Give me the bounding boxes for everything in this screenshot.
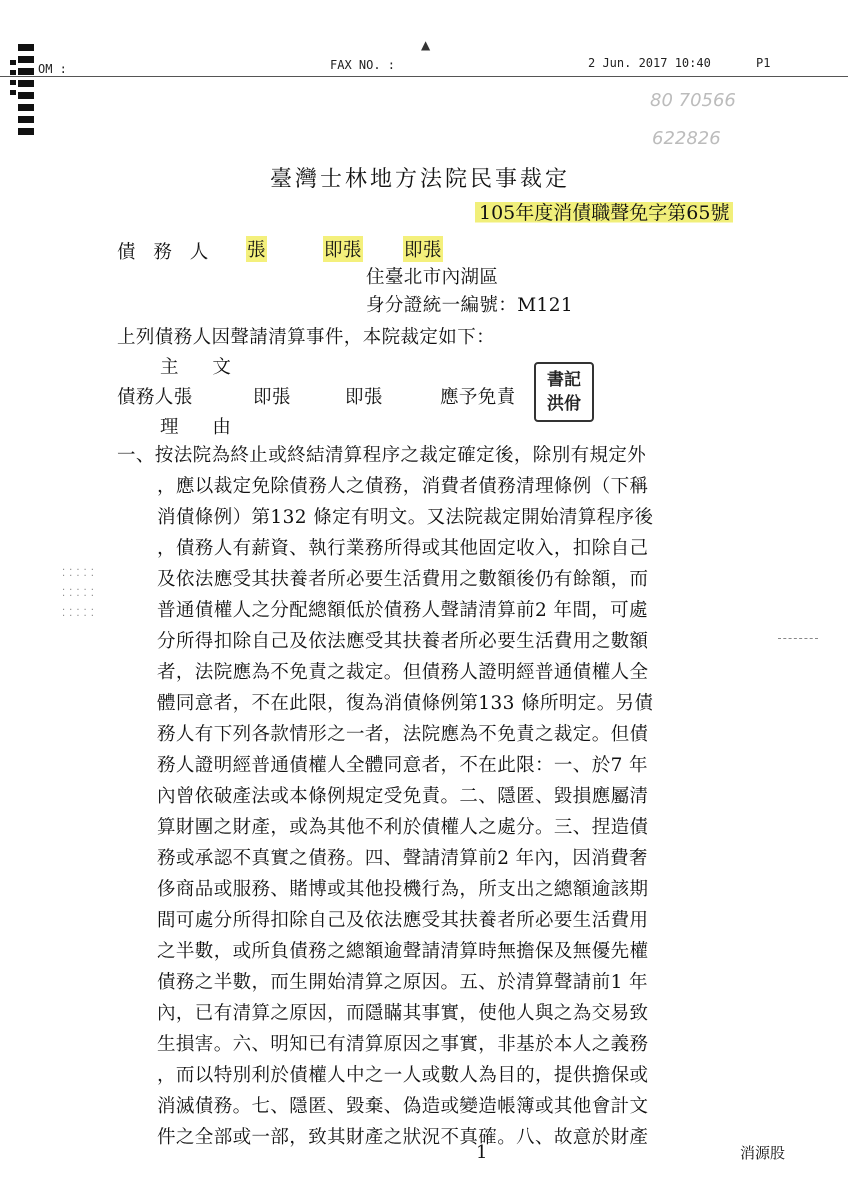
document-title: 臺灣士林地方法院民事裁定	[270, 167, 571, 192]
main-text-4: 應予免責	[440, 387, 516, 408]
clerk-seal	[534, 362, 594, 422]
body-line: 消債條例）第132 條定有明文。又法院裁定開始清算程序後	[157, 507, 654, 528]
body-line: 侈商品或服務、賭博或其他投機行為，所支出之總額逾該期	[157, 879, 649, 900]
fax-edge-marks	[18, 44, 34, 136]
body-line: 債務之半數，而生開始清算之原因。五、於清算聲請前1 年	[157, 972, 648, 993]
seal-line-1: 書記	[547, 370, 581, 390]
body-line: 務或承認不真實之債務。四、聲請清算前2 年內，因消費奢	[157, 848, 648, 869]
main-text-2: 即張	[253, 387, 291, 408]
punch-hole-dots: ⁚⁚⁚⁚⁚	[62, 588, 98, 599]
debtor-aka-1: 即張	[323, 236, 363, 262]
seal-line-2: 洪佾	[547, 394, 581, 414]
body-line: 內曾依破產法或本條例規定受免責。二、隱匿、毀損應屬清	[157, 786, 649, 807]
fax-page: P1	[756, 56, 771, 70]
body-line: 生損害。六、明知已有清算原因之事實，非基於本人之義務	[157, 1034, 649, 1055]
body-line: 分所得扣除自己及依法應受其扶養者所必要生活費用之數額	[157, 631, 649, 652]
fax-edge-marks-inner	[10, 60, 16, 100]
body-line: 件之全部或一部，致其財產之狀況不真確。八、故意於財產	[157, 1127, 649, 1148]
debtor-id: 身分證統一編號：M121	[366, 295, 574, 316]
body-line: ，而以特別利於債權人中之一人或數人為目的，提供擔保或	[157, 1065, 649, 1086]
body-line: 內，已有清算之原因，而隱瞞其事實，使他人與之為交易致	[157, 1003, 649, 1024]
body-line: 務人有下列各款情形之一者，法院應為不免責之裁定。但債	[157, 724, 649, 745]
body-line: 者，法院應為不免責之裁定。但債務人證明經普通債權人全	[157, 662, 649, 683]
punch-hole-dots: ⁚⁚⁚⁚⁚	[62, 608, 98, 619]
handwritten-number-1: 80 70566	[650, 90, 736, 111]
debtor-aka-2: 即張	[403, 236, 443, 262]
body-line: 消滅債務。七、隱匿、毀棄、偽造或變造帳簿或其他會計文	[157, 1096, 649, 1117]
fax-header-rule	[0, 76, 848, 77]
page-number: 1	[476, 1142, 488, 1163]
handwritten-number-2: 622826	[652, 128, 721, 149]
debtor-label: 債 務 人	[117, 242, 215, 263]
fax-arrow-icon: ▲	[421, 38, 431, 52]
reason-heading: 理 由	[160, 417, 245, 438]
office-code: 消源股	[740, 1144, 786, 1162]
debtor-name: 張	[246, 236, 267, 262]
body-line: 務人證明經普通債權人全體同意者，不在此限：一、於7 年	[157, 755, 648, 776]
fax-datetime: 2 Jun. 2017 10:40	[588, 56, 711, 70]
punch-hole-dots: ⁚⁚⁚⁚⁚	[62, 568, 98, 579]
body-line: 普通債權人之分配總額低於債務人聲請清算前2 年間，可處	[157, 600, 648, 621]
fax-number-label: FAX NO. :	[330, 58, 396, 72]
body-line: 一、按法院為終止或終結清算程序之裁定確定後，除別有規定外	[117, 445, 647, 466]
body-line: 間可處分所得扣除自己及依法應受其扶養者所必要生活費用	[157, 910, 649, 931]
body-line: 算財團之財產，或為其他不利於債權人之處分。三、捏造債	[157, 817, 649, 838]
body-line: ，債務人有薪資、執行業務所得或其他固定收入，扣除自己	[157, 538, 649, 559]
body-line: ，應以裁定免除債務人之債務，消費者債務清理條例（下稱	[157, 476, 649, 497]
intro-text: 上列債務人因聲請清算事件，本院裁定如下：	[117, 327, 496, 348]
debtor-address: 住臺北市內湖區	[366, 267, 499, 288]
main-text-1: 債務人張	[117, 387, 193, 408]
body-line: 之半數，或所負債務之總額逾聲請清算時無擔保及無優先權	[157, 941, 649, 962]
case-number: 105年度消債職聲免字第65號	[475, 198, 733, 225]
main-text-3: 即張	[345, 387, 383, 408]
scan-mark	[778, 638, 818, 640]
main-heading: 主 文	[160, 357, 245, 378]
body-line: 體同意者，不在此限，復為消債條例第133 條所明定。另債	[157, 693, 654, 714]
fax-from: OM :	[38, 62, 67, 76]
body-line: 及依法應受其扶養者所必要生活費用之數額後仍有餘額，而	[157, 569, 649, 590]
